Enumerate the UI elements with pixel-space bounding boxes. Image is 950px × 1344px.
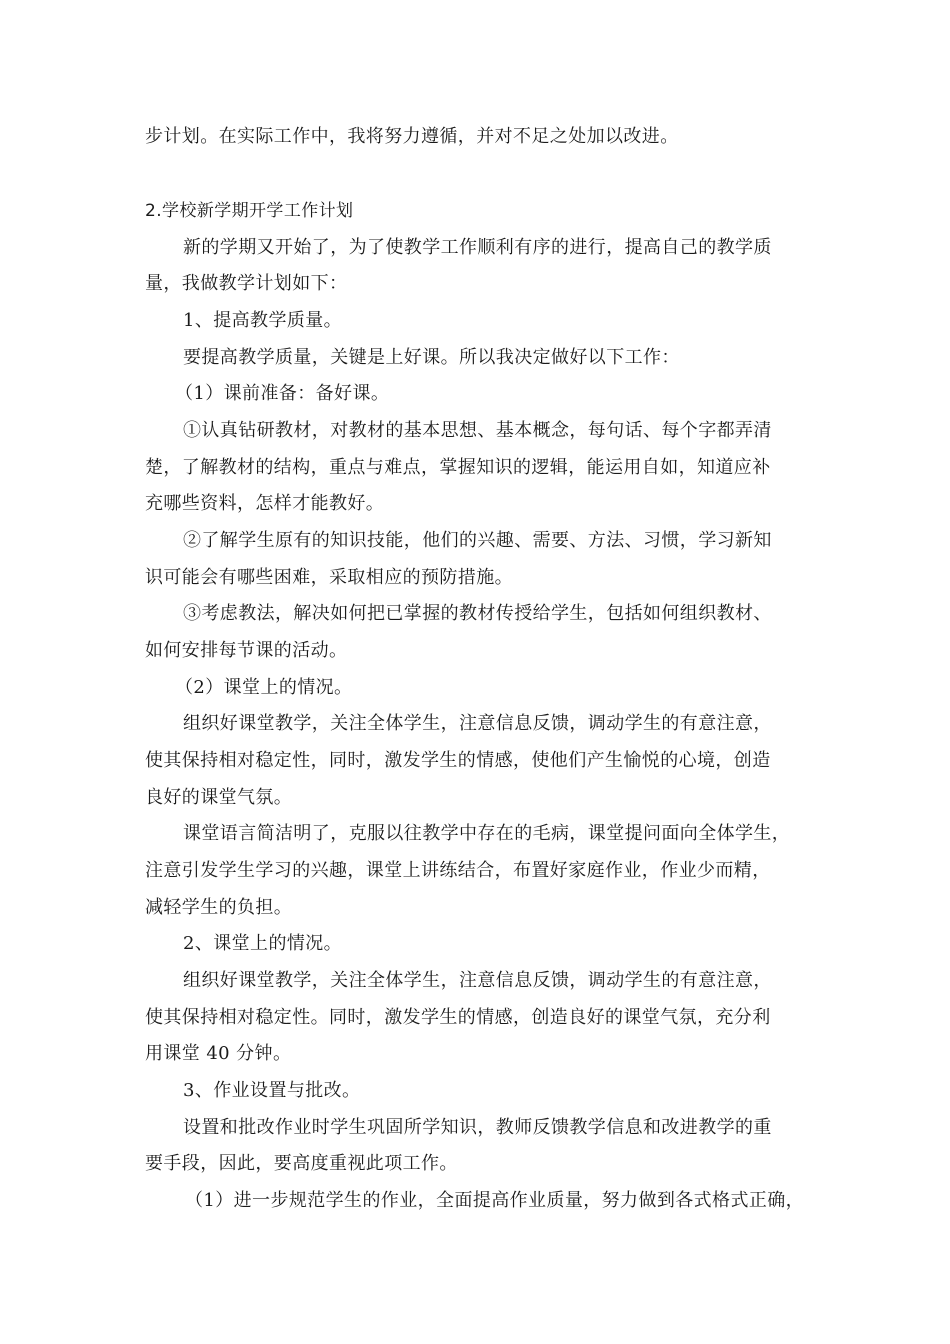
paragraph-line: 步计划。在实际工作中，我将努力遵循，并对不足之处加以改进。 [145, 126, 679, 147]
paragraph-line: 组织好课堂教学，关注全体学生，注意信息反馈，调动学生的有意注意， [183, 713, 772, 734]
paragraph-line: （1）进一步规范学生的作业，全面提高作业质量，努力做到各式格式正确， [185, 1190, 805, 1211]
list-item-heading: 2、课堂上的情况。 [183, 933, 343, 954]
paragraph-line: ②了解学生原有的知识技能，他们的兴趣、需要、方法、习惯，学习新知 [183, 530, 772, 551]
paragraph-line: ①认真钻研教材，对教材的基本思想、基本概念，每句话、每个字都弄清 [183, 420, 772, 441]
paragraph-line: 减轻学生的负担。 [145, 897, 293, 918]
paragraph-line: 注意引发学生学习的兴趣，课堂上讲练结合，布置好家庭作业，作业少而精， [145, 860, 771, 881]
paragraph-line: 要手段，因此，要高度重视此项工作。 [145, 1153, 458, 1174]
list-item-heading: 1、提高教学质量。 [183, 310, 343, 331]
section-heading: 2.学校新学期开学工作计划 [145, 201, 354, 221]
paragraph-line: 要提高教学质量，关键是上好课。所以我决定做好以下工作： [183, 347, 680, 368]
paragraph-line: 新的学期又开始了，为了使教学工作顺利有序的进行，提高自己的教学质 [183, 237, 772, 258]
paragraph-line: 楚，了解教材的结构，重点与难点，掌握知识的逻辑，能运用自如，知道应补 [145, 457, 771, 478]
paragraph-line: 设置和批改作业时学生巩固所学知识，教师反馈教学信息和改进教学的重 [183, 1117, 772, 1138]
sub-item-heading: （2）课堂上的情况。 [175, 677, 353, 698]
paragraph-line: 课堂语言简洁明了，克服以往教学中存在的毛病，课堂提问面向全体学生， [183, 823, 791, 844]
paragraph-line: 良好的课堂气氛。 [145, 787, 293, 808]
paragraph-line: 组织好课堂教学，关注全体学生，注意信息反馈，调动学生的有意注意， [183, 970, 772, 991]
paragraph-line: 使其保持相对稳定性。同时，激发学生的情感，创造良好的课堂气氛，充分利 [145, 1007, 771, 1028]
paragraph-line: 如何安排每节课的活动。 [145, 640, 348, 661]
paragraph-line: 使其保持相对稳定性，同时，激发学生的情感，使他们产生愉悦的心境，创造 [145, 750, 771, 771]
paragraph-line: 识可能会有哪些困难，采取相应的预防措施。 [145, 567, 513, 588]
paragraph-line: 量，我做教学计划如下： [145, 273, 348, 294]
list-item-heading: 3、作业设置与批改。 [183, 1080, 361, 1101]
paragraph-line: 充哪些资料，怎样才能教好。 [145, 493, 385, 514]
sub-item-heading: （1）课前准备：备好课。 [175, 383, 390, 404]
paragraph-line: ③考虑教法，解决如何把已掌握的教材传授给学生，包括如何组织教材、 [183, 603, 772, 624]
paragraph-line: 用课堂 40 分钟。 [145, 1043, 292, 1064]
